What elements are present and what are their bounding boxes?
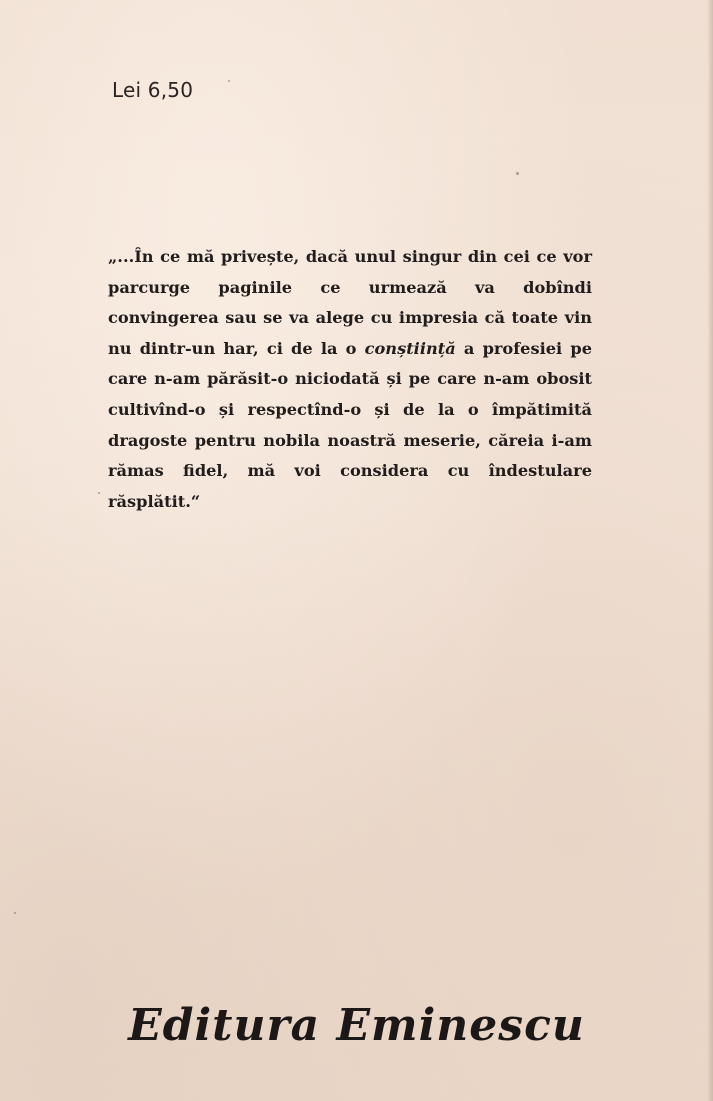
cover-edge-shadow (707, 0, 713, 1101)
paper-speck (14, 912, 16, 914)
back-cover-quote (108, 242, 592, 517)
paper-speck (98, 492, 100, 494)
paper-speck (228, 80, 230, 82)
quote-text-part-2: a profesiei pe care n-am părăsit-o niciodată și pe care n-am obosit cultivînd-o și respectînd-o și de la o împătimită dragoste pentru nobila noastră meserie, căreia i-am rămas fidel, mă voi considera cu îndestulare răsplătit.“ (108, 338, 592, 511)
price-label: Lei 6,50 (112, 78, 194, 102)
publisher-name: Editura Eminescu (128, 1000, 585, 1051)
paper-speck (516, 172, 519, 175)
quote-emphasis: conștiință (364, 338, 456, 358)
quote-text-part-1: „...În ce mă privește, dacă unul singur din cei ce vor parcurge paginile ce urmează va dobîndi convingerea sau se va alege cu impresia că toate vin nu dintr-un har, ci de la o (108, 247, 592, 358)
